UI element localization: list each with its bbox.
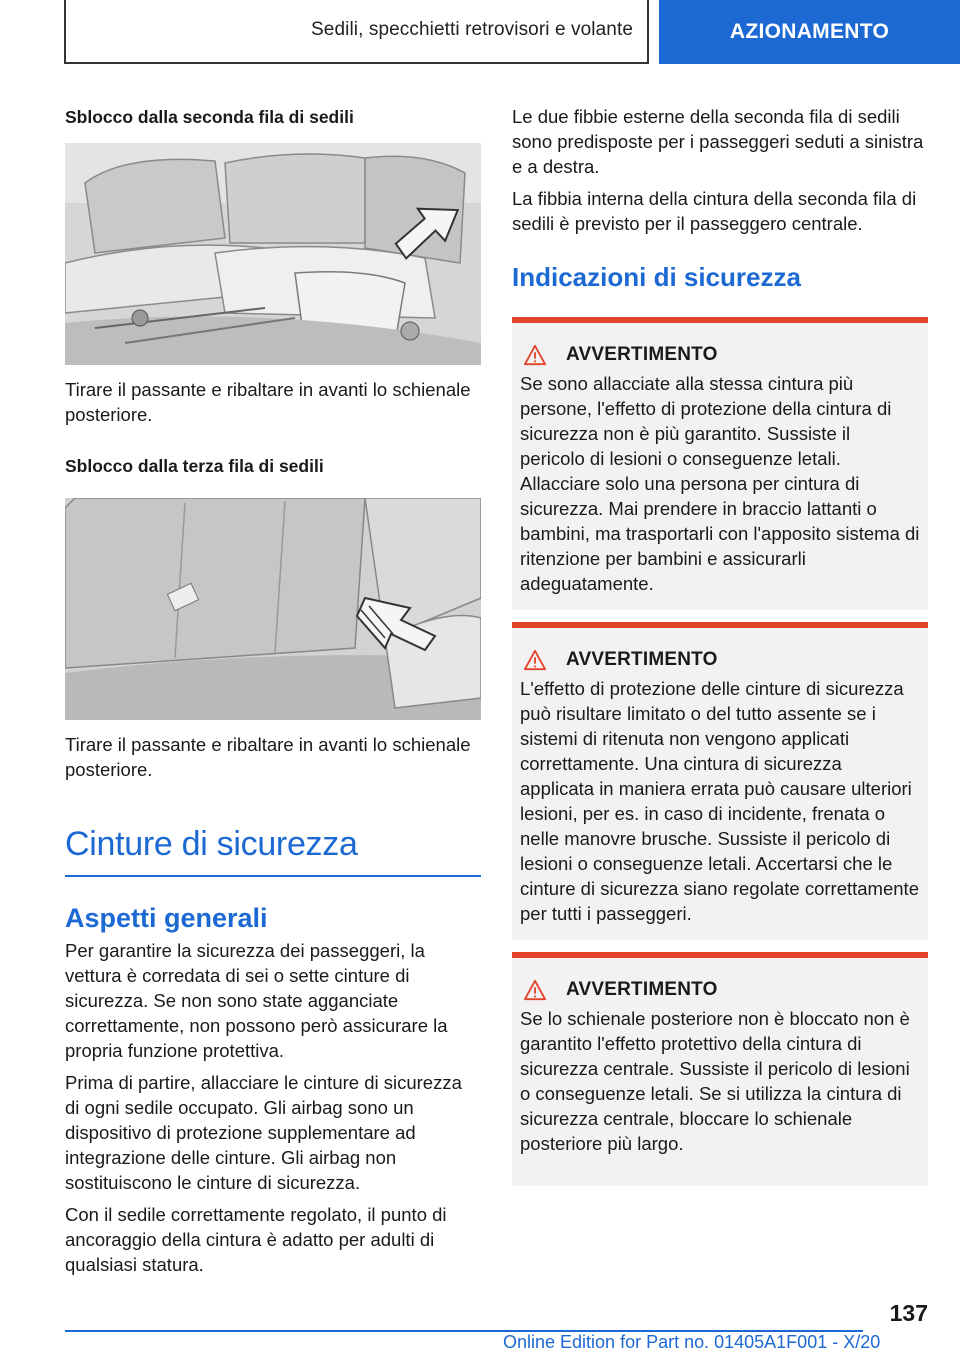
header-section-box [64, 0, 649, 64]
chapter-tab[interactable] [659, 0, 960, 64]
warning-triangle-icon [524, 344, 546, 366]
section-heading-general: Aspetti generali [65, 903, 268, 933]
caption-third-row: Tirare il passante e ribaltare in avanti lo schienale posteriore. [65, 734, 471, 780]
chapter-heading-rule [65, 875, 481, 877]
section-title: Sedili, specchietti retrovisori e volante [311, 19, 633, 40]
warning-title: AVVERTIMENTO [566, 979, 718, 1000]
general-paragraph-3: Con il sedile correttamente regolato, il punto di ancoraggio della cintura è adatto per adulti di qualsiasi statura. [65, 1204, 447, 1275]
buckles-paragraph-1: Le due fibbie esterne della seconda fila di sedili sono predisposte per i passeggeri seduti a sinistra e a destra. [512, 106, 924, 177]
warning-box-3 [512, 952, 928, 1186]
general-paragraph-2: Prima di partire, allacciare le cinture di sicurezza di ogni sedile occupato. Gli airbag sono un dispositivo di protezione supplementare ad integrazione delle cinture. Gli airbag non sostituiscono le cinture di sicurezza. [65, 1072, 462, 1193]
subheading-second-row: Sblocco dalla seconda fila di sedili [65, 107, 354, 127]
section-heading-safety: Indicazioni di sicurezza [512, 262, 801, 292]
footer-edition: Online Edition for Part no. 01405A1F001 - X/20 [503, 1332, 881, 1352]
caption-second-row: Tirare il passante e ribaltare in avanti lo schienale posteriore. [65, 379, 471, 425]
warning-box-1 [512, 317, 928, 610]
general-paragraph-1: Per garantire la sicurezza dei passeggeri, la vettura è corredata di sei o sette cinture di sicurezza. Se non sono state agganciate correttamente, non possono però assicurare la propria funzione protettiva. [65, 940, 448, 1061]
page-number: 137 [889, 1300, 928, 1326]
warning-triangle-icon [524, 649, 546, 671]
subheading-third-row: Sblocco dalla terza fila di sedili [65, 456, 324, 476]
second-row-seat-illustration [65, 143, 481, 365]
warning-triangle-icon [524, 979, 546, 1001]
left-column [65, 104, 481, 1277]
third-row-seat-illustration [65, 498, 481, 720]
chapter-tab-label: AZIONAMENTO [729, 20, 890, 43]
buckles-paragraph-2: La fibbia interna della cintura della seconda fila di sedili è previsto per il passeggero centrale. [512, 188, 917, 234]
warning-title: AVVERTIMENTO [566, 649, 718, 670]
right-column [512, 104, 928, 1186]
warning-text: L'effetto di protezione delle cinture di sicurezza può risultare limitato o del tutto assente se i sistemi di ritenuta non vengono applicati correttamente. Una cintura di sicurezza applicata in maniera errata può causare ulteriori lesioni, per es. in caso di incidente, frenata o nelle manovre brusche. Sussiste il pericolo di lesioni o conseguenze letali. Accertarsi che le cinture di sicurezza siano regolate correttamente per tutti i passeggeri. [520, 678, 919, 924]
chapter-heading: Cinture di sicurezza [65, 825, 358, 863]
warning-box-2 [512, 622, 928, 940]
warning-text: Se lo schienale posteriore non è bloccato non è garantito l'effetto protettivo della cintura di sicurezza centrale. Sussiste il pericolo di lesioni o conseguenze letali. Se si utilizza la cintura di sicurezza centrale, bloccare lo schienale posteriore più largo. [520, 1008, 910, 1154]
warning-title: AVVERTIMENTO [566, 344, 718, 365]
warning-text: Se sono allacciate alla stessa cintura più persone, l'effetto di protezione della cintura di sicurezza non è più garantito. Sussiste il pericolo di lesioni o conseguenze letali. Allacciare solo una persona per cintura di sicurezza. Mai prendere in braccio lattanti o bambini, ma trasportarli con l'apposito sistema di ritenzione per bambini e assicurarli adeguatamente. [520, 373, 920, 594]
